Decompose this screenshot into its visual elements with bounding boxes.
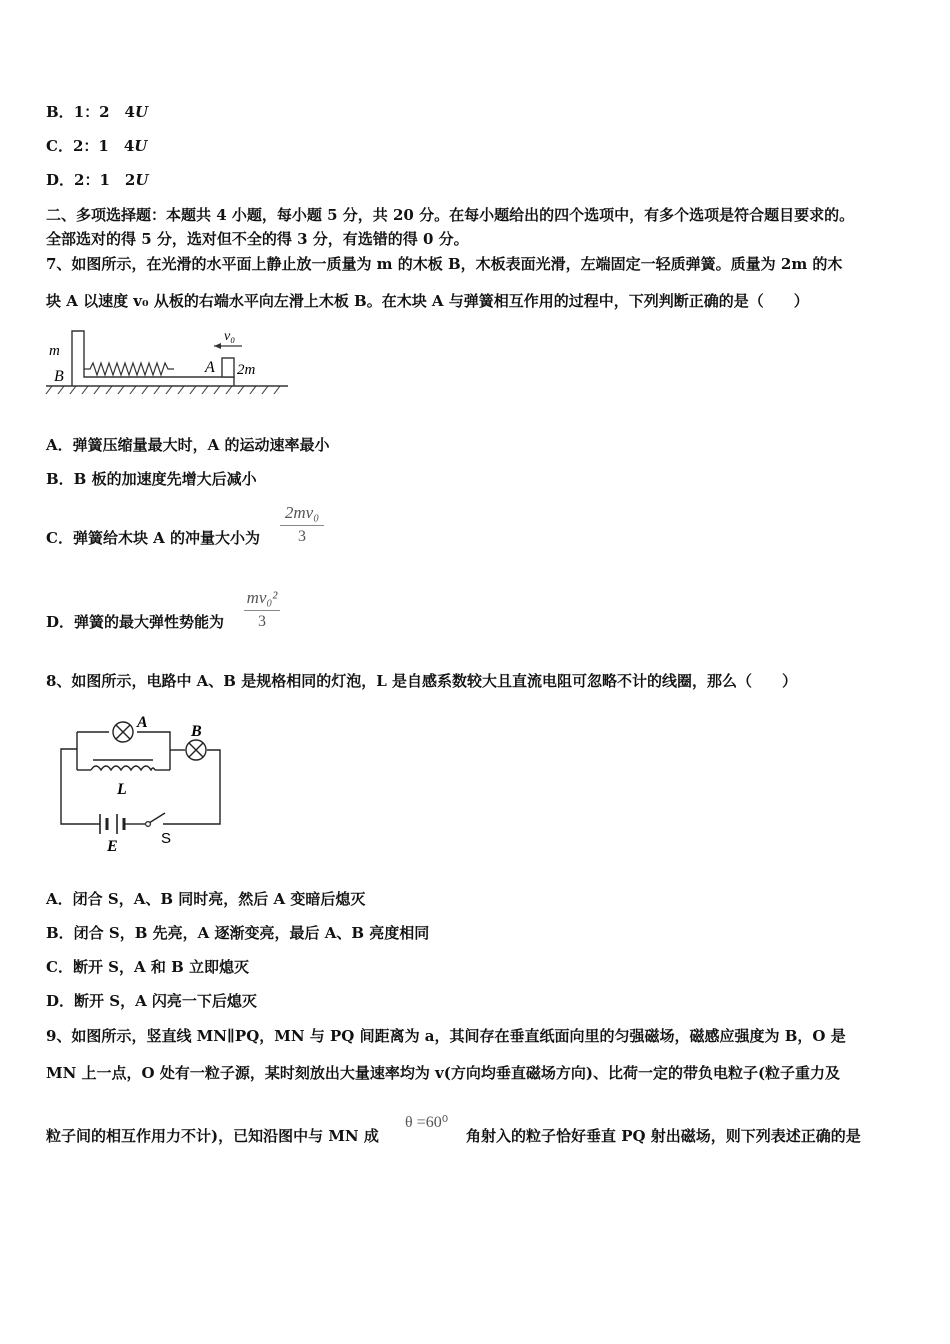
q8-option-d: D．断开 S，A 闪亮一下后熄灭	[46, 992, 257, 1010]
q7-option-b: B．B 板的加速度先增大后减小	[46, 470, 257, 488]
q9-stem-line1: 9、如图所示，竖直线 MN∥PQ，MN 与 PQ 间距离为 a，其间存在垂直纸面向里的匀强磁场，磁感应强度为 B，O 是	[46, 1027, 846, 1045]
q8-option-b: B．闭合 S，B 先亮，A 逐渐变亮，最后 A、B 亮度相同	[46, 924, 430, 942]
q9-stem-line3-before: 粒子间的相互作用力不计)，已知沿图中与 MN 成	[46, 1127, 379, 1145]
q7-spring-board-figure	[44, 325, 294, 397]
q8-label-l: L	[117, 781, 127, 798]
section-header-line1: 二、多项选择题：本题共 4 小题，每小题 5 分，共 20 分。在每小题给出的四个选项中，有多个选项是符合题目要求的。	[46, 206, 855, 224]
q8-label-b: B	[191, 723, 202, 740]
q7-option-d: D．弹簧的最大弹性势能为	[46, 613, 225, 631]
q8-option-a: A．闭合 S，A、B 同时亮，然后 A 变暗后熄灭	[46, 890, 366, 908]
q8-label-a: A	[137, 714, 148, 731]
option-c-prev: C．2：1 4U	[46, 137, 148, 155]
q9-stem-line3-after: 角射入的粒子恰好垂直 PQ 射出磁场，则下列表述正确的是	[466, 1127, 861, 1145]
q7-stem-line2: 块 A 以速度 v₀ 从板的右端水平向左滑上木板 B。在木块 A 与弹簧相互作用的过程中，下列判断正确的是（ ）	[46, 292, 809, 310]
q7-stem-line1: 7、如图所示，在光滑的水平面上静止放一质量为 m 的木板 B，木板表面光滑，左端固定一轻质弹簧。质量为 2m 的木	[46, 255, 843, 273]
option-d-prev: D．2：1 2U	[46, 171, 149, 189]
q9-theta-formula: θ =60⁰	[405, 1114, 449, 1131]
option-b-prev: B．1：2 4U	[46, 103, 149, 121]
q7-label-m: m	[49, 343, 60, 359]
q7-option-a: A．弹簧压缩量最大时，A 的运动速率最小	[46, 436, 330, 454]
q7-label-2m: 2m	[237, 362, 256, 378]
q7-label-a: A	[205, 359, 215, 376]
q8-stem: 8、如图所示，电路中 A、B 是规格相同的灯泡，L 是自感系数较大且直流电阻可忽略不计的线圈，那么（ ）	[46, 672, 797, 690]
q7-option-c-fraction: 2mv₀ 3	[280, 503, 324, 546]
q8-label-e: E	[107, 838, 118, 855]
q7-label-v0: v₀	[224, 329, 236, 344]
section-header-line2: 全部选对的得 5 分，选对但不全的得 3 分，有选错的得 0 分。	[46, 230, 469, 248]
q8-label-s: S	[161, 830, 172, 847]
q7-option-c: C．弹簧给木块 A 的冲量大小为	[46, 529, 261, 547]
q9-stem-line2: MN 上一点，O 处有一粒子源，某时刻放出大量速率均为 v(方向均垂直磁场方向)、比荷一定的带负电粒子(粒子重力及	[46, 1064, 841, 1082]
q7-label-b: B	[54, 368, 64, 385]
q7-option-d-fraction: mv₀² 3	[244, 588, 280, 631]
q8-circuit-figure	[55, 712, 235, 857]
q8-option-c: C．断开 S，A 和 B 立即熄灭	[46, 958, 249, 976]
